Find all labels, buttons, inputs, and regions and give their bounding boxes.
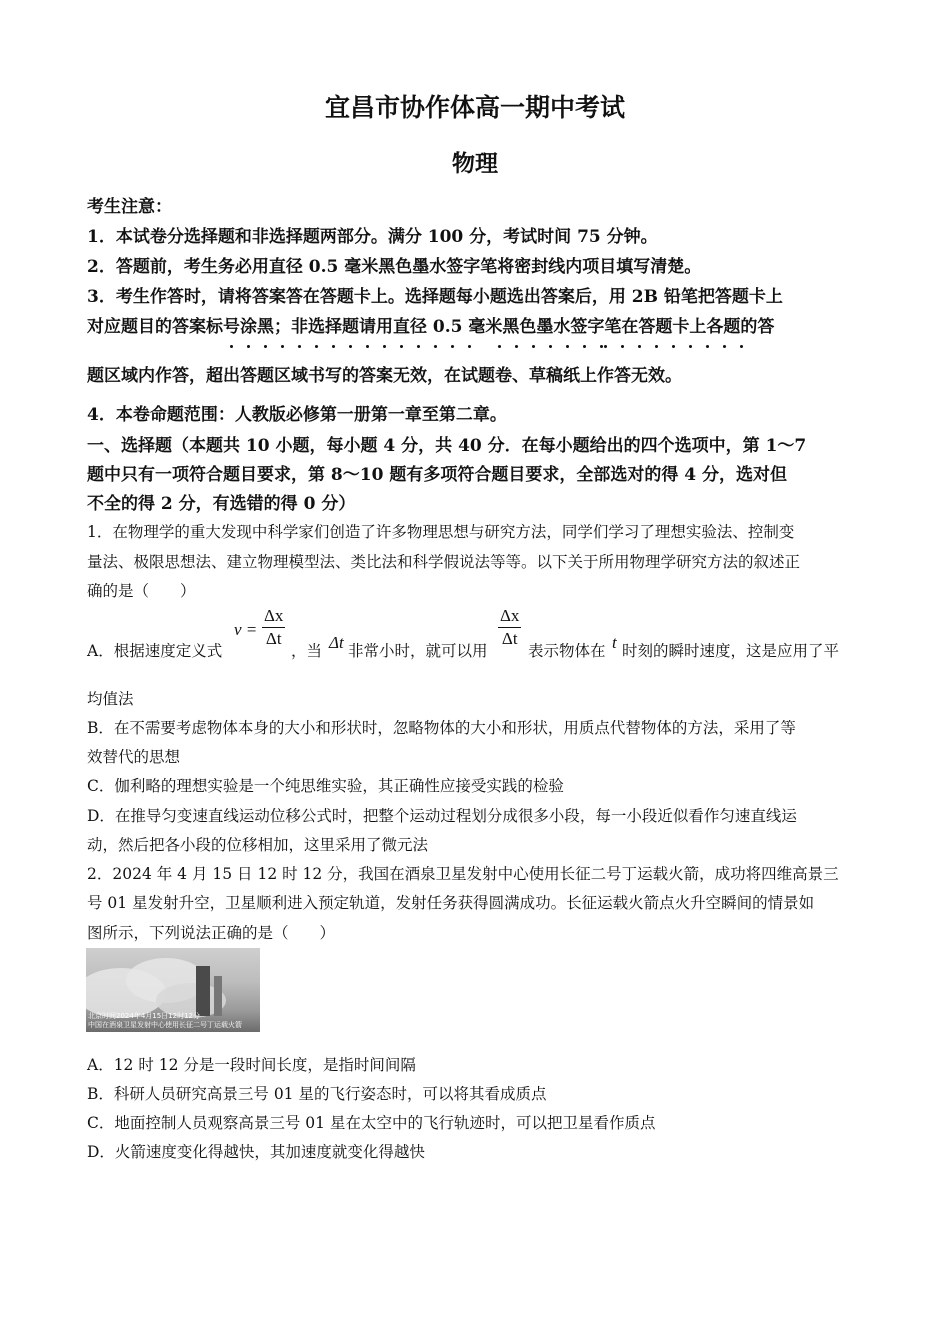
q1-stem: 确的是（ ） [87,582,196,600]
velocity-formula-lhs: v = [234,620,258,639]
velocity-fraction [262,606,285,649]
notice-item: 3．考生作答时，请将答案答在答题卡上。选择题每小题选出答案后，用 2B 铅笔把答题卡上 [87,287,783,307]
q2-option-a: A．12 时 12 分是一段时间长度，是指时间间隔 [87,1056,416,1074]
q2-stem: 号 01 星发射升空，卫星顺利进入预定轨道，发射任务获得圆满成功。长征运载火箭点火升空瞬间的情景如 [87,894,815,912]
exam-title: 宜昌市协作体高一期中考试 [324,93,625,122]
q1-option-a-text: 均值法 [87,690,134,708]
notice-item: 4．本卷命题范围：人教版必修第一册第一章至第二章。 [87,405,507,425]
q1-option-d: D．在推导匀变速直线运动位移公式时，把整个运动过程划分成很多小段，每一小段近似看作匀速直线运 [87,807,797,825]
q1-option-d: 动，然后把各小段的位移相加，这里采用了微元法 [87,836,429,854]
delta-t: Δt [329,633,344,652]
emphasis-dot [638,345,641,348]
emphasis-dot [451,345,454,348]
emphasis-dot [332,345,335,348]
emphasis-dot [549,345,552,348]
emphasis-dot [566,345,569,348]
notice-item: 2．答题前，考生务必用直径 0.5 毫米黑色墨水签字笔将密封线内项目填写清楚。 [87,257,702,277]
emphasis-dot [672,345,675,348]
section-heading: 题中只有一项符合题目要求，第 8～10 题有多项符合题目要求，全部选对的得 4 分，选对但 [87,465,787,485]
section-heading: 不全的得 2 分，有选错的得 0 分） [87,494,356,514]
fraction-denominator: Δt [265,629,282,648]
emphasis-dot [400,345,403,348]
emphasis-dot [366,345,369,348]
q1-stem: 1．在物理学的重大发现中科学家们创造了许多物理思想与研究方法，同学们学习了理想实验法、控制变 [87,523,795,541]
emphasis-dot [515,345,518,348]
q1-option-a-text: 非常小时，就可以用 [348,642,488,660]
q2-stem: 2．2024 年 4 月 15 日 12 时 12 分，我国在酒泉卫星发射中心使用长征二号丁运载火箭，成功将四维高景三 [87,865,839,883]
fraction-denominator: Δt [501,629,518,648]
emphasis-dot [689,345,692,348]
q1-stem: 量法、极限思想法、建立物理模型法、类比法和科学假说法等等。以下关于所用物理学研究方法的叙述正 [87,553,801,571]
q2-stem: 图所示，下列说法正确的是（ ） [87,924,336,942]
notice-item: 1．本试卷分选择题和非选择题两部分。满分 100 分，考试时间 75 分钟。 [87,227,658,247]
emphasis-dot [247,345,250,348]
emphasis-dot [281,345,284,348]
emphasis-dot [434,345,437,348]
q2-option-c: C．地面控制人员观察高景三号 01 星在太空中的飞行轨迹时，可以把卫星看作质点 [87,1114,656,1132]
emphasis-dot [532,345,535,348]
photo-caption: 中国在酒泉卫星发射中心使用长征二号丁运载火箭 [88,1021,242,1029]
section-heading: 一、选择题（本题共 10 小题，每小题 4 分，共 40 分．在每小题给出的四个选项中，第 1～7 [87,436,807,456]
q1-option-a-prefix: A．根据速度定义式 [87,642,223,660]
fraction-numerator: Δx [264,606,284,625]
emphasis-dot [383,345,386,348]
notice-heading: 考生注意： [87,197,172,217]
time-t: t [612,633,617,652]
emphasis-dot [583,345,586,348]
emphasis-dot [600,345,603,348]
q1-option-c: C．伽利略的理想实验是一个纯思维实验，其正确性应接受实践的检验 [87,777,564,795]
emphasis-dot [264,345,267,348]
photo-caption: 北京时间2024年4月15日12时12分 [88,1012,200,1020]
q1-option-b: B．在不需要考虑物体本身的大小和形状时，忽略物体的大小和形状，用质点代替物体的方法，采用了等 [87,719,796,737]
emphasis-dot [468,345,471,348]
emphasis-dot [417,345,420,348]
emphasis-dot [298,345,301,348]
notice-item: 题区域内作答，超出答题区域书写的答案无效，在试题卷、草稿纸上作答无效。 [87,366,682,386]
emphasis-dot [655,345,658,348]
q2-option-b: B．科研人员研究高景三号 01 星的飞行姿态时，可以将其看成质点 [87,1085,547,1103]
rocket-launch-photo [86,948,260,1032]
fraction-numerator: Δx [500,606,520,625]
q1-option-a-text: 表示物体在 [528,642,606,660]
q1-option-a-text: ，当 [291,642,323,660]
notice-item: 对应题目的答案标号涂黑；非选择题请用直径 0.5 毫米黑色墨水签字笔在答题卡上各题的答 [87,317,775,337]
emphasis-dot [604,345,607,348]
subject-title: 物理 [452,150,498,177]
ratio-fraction [498,606,521,649]
emphasis-dot [621,345,624,348]
emphasis-dot [349,345,352,348]
emphasis-dot [498,345,501,348]
emphasis-dots [220,345,740,355]
q1-option-b: 效替代的思想 [87,748,181,766]
q2-option-d: D．火箭速度变化得越快，其加速度就变化得越快 [87,1143,425,1161]
q1-option-a-text: 时刻的瞬时速度，这是应用了平 [622,642,840,660]
emphasis-dot [706,345,709,348]
emphasis-dot [740,345,743,348]
emphasis-dot [723,345,726,348]
emphasis-dot [315,345,318,348]
emphasis-dot [230,345,233,348]
